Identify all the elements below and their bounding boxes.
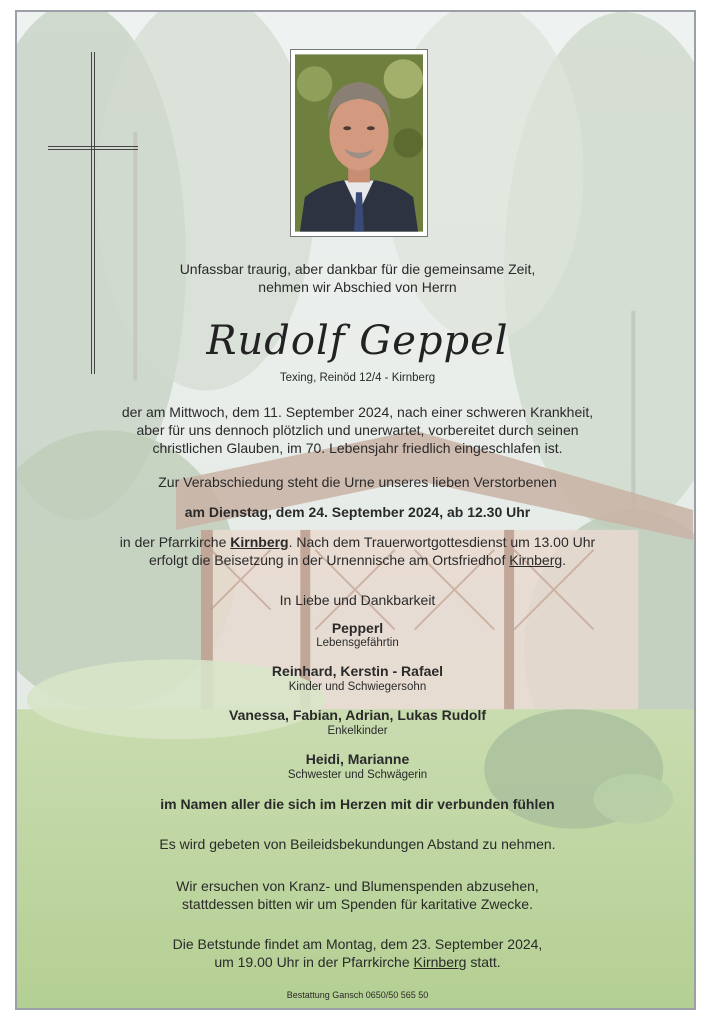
mourner-relation: Enkelkinder: [327, 725, 388, 737]
cross-symbol-horizontal: [48, 146, 138, 150]
mourner-relation: Lebensgefährtin: [316, 637, 399, 649]
portrait-photo: [290, 49, 428, 237]
mourner-relation: Kinder und Schwiegersohn: [288, 681, 427, 693]
intro-line-2: nehmen wir Abschied von Herrn: [258, 279, 457, 295]
death-notice-line-3: christlichen Glauben, im 70. Lebensjahr friedlich eingeschlafen ist.: [152, 440, 563, 456]
mourner-names: Heidi, Marianne: [305, 751, 410, 767]
funeral-home-footer: Bestattung Gansch 0650/50 565 50: [286, 990, 429, 1000]
condolences-request: Es wird gebeten von Beileidsbekundungen Abstand zu nehmen.: [159, 836, 556, 852]
mourners-intro: In Liebe und Dankbarkeit: [279, 592, 436, 608]
death-notice-line-2: aber für uns dennoch plötzlich und unerwartet, vorbereitet durch seinen: [136, 422, 579, 438]
deceased-name: Rudolf Geppel: [206, 318, 509, 364]
parte-frame: [15, 10, 696, 1010]
farewell-intro: Zur Verabschiedung steht die Urne unseres lieben Verstorbenen: [158, 474, 557, 490]
intro-line-1: Unfassbar traurig, aber dankbar für die gemeinsame Zeit,: [179, 261, 536, 277]
mourner-names: Reinhard, Kerstin - Rafael: [271, 663, 444, 679]
mourner-names: Pepperl: [331, 620, 384, 636]
death-notice-line-1: der am Mittwoch, dem 11. September 2024, nach einer schweren Krankheit,: [121, 404, 594, 420]
deceased-address: Texing, Reinöd 12/4 - Kirnberg: [279, 372, 436, 384]
kirnberg-link[interactable]: Kirnberg: [413, 954, 467, 970]
prayer-line-2: um 19.00 Uhr in der Pfarrkirche Kirnberg statt.: [214, 954, 501, 970]
prayer-line-1: Die Betstunde findet am Montag, dem 23. September 2024,: [172, 936, 543, 952]
donations-line-1: Wir ersuchen von Kranz- und Blumenspenden abzusehen,: [176, 878, 539, 894]
farewell-date: am Dienstag, dem 24. September 2024, ab 12.30 Uhr: [184, 504, 531, 520]
farewell-place-line-2: erfolgt die Beisetzung in der Urnennische am Ortsfriedhof Kirnberg.: [148, 552, 567, 568]
farewell-place-line-1: in der Pfarrkirche Kirnberg. Nach dem Trauerwortgottesdienst um 13.00 Uhr: [119, 534, 596, 550]
mourner-names: Vanessa, Fabian, Adrian, Lukas Rudolf: [229, 707, 486, 723]
mourner-relation: Schwester und Schwägerin: [287, 769, 428, 781]
donations-line-2: stattdessen bitten wir um Spenden für karitative Zwecke.: [182, 896, 533, 912]
kirnberg-link[interactable]: Kirnberg: [509, 552, 563, 568]
closing-line: im Namen aller die sich im Herzen mit dir verbunden fühlen: [160, 796, 555, 812]
kirnberg-link[interactable]: Kirnberg: [230, 534, 289, 550]
